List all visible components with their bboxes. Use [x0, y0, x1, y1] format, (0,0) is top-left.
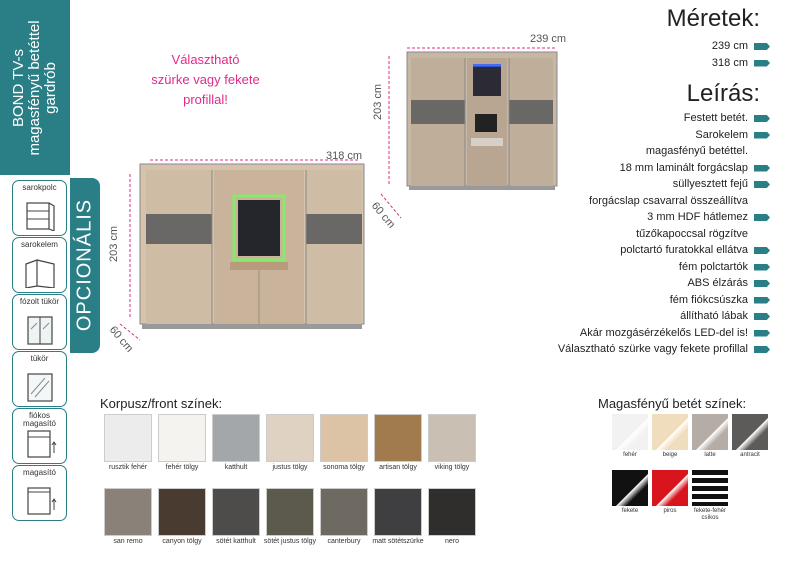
korpusz-swatch[interactable]	[316, 414, 372, 472]
product-title-line: magasfényű betéttel	[26, 20, 43, 156]
option-card	[12, 408, 67, 464]
swatch-color	[692, 414, 728, 450]
swatch-color	[158, 414, 206, 462]
swatch-label: justus tölgy	[272, 464, 308, 471]
option-card	[12, 237, 67, 293]
korpusz-swatch[interactable]	[100, 414, 156, 472]
swatch-label: antracit	[740, 452, 760, 458]
korpusz-swatch[interactable]	[370, 488, 426, 546]
option-label: sarokelem	[21, 240, 58, 249]
swatch-color	[612, 470, 648, 506]
swatch-label: fehér	[623, 452, 637, 458]
swatch-label: fekete-fehér csíkos	[693, 508, 727, 521]
product-title-line: gardrób	[42, 62, 59, 114]
option-label: magasító	[23, 468, 56, 477]
note-line: profillal!	[183, 92, 228, 107]
arrow-icon	[754, 297, 770, 304]
big-height-label: 203 cm	[108, 225, 120, 262]
description-list	[410, 110, 770, 358]
gloss-swatch[interactable]	[610, 470, 650, 515]
gloss-swatch[interactable]	[650, 414, 690, 459]
description-heading: Leírás:	[686, 80, 760, 107]
option-card	[12, 351, 67, 407]
swatch-label: latte	[704, 452, 716, 458]
swatch-color	[212, 414, 260, 462]
swatch-label: viking tölgy	[434, 464, 470, 471]
description-item: fém polctartók	[410, 259, 770, 276]
arrow-icon	[754, 330, 770, 337]
swatch-color	[158, 488, 206, 536]
frosted-mirror-icon	[23, 315, 57, 345]
korpusz-swatch[interactable]	[316, 488, 372, 546]
product-title-banner	[0, 0, 70, 175]
description-item: Választható szürke vagy fekete profillal	[410, 341, 770, 358]
option-label: fózolt tükör	[19, 297, 60, 306]
swatch-color	[212, 488, 260, 536]
swatch-color	[612, 414, 648, 450]
gloss-swatch[interactable]	[690, 414, 730, 459]
description-item: süllyesztett fejű	[410, 176, 770, 193]
arrow-icon	[754, 313, 770, 320]
small-depth-label: 60 cm	[368, 200, 398, 231]
option-label: sarokpolc	[22, 183, 57, 192]
dimensions-list	[410, 38, 770, 71]
swatch-label: piros	[663, 508, 677, 514]
swatch-label: canterbury	[327, 538, 361, 545]
arrow-icon	[754, 60, 770, 67]
korpusz-swatch[interactable]	[208, 488, 264, 546]
dimensions-heading: Méretek:	[666, 5, 760, 32]
drawer-extension-icon	[23, 429, 57, 459]
korpusz-swatch[interactable]	[154, 414, 210, 472]
option-card	[12, 180, 67, 236]
dimension-item: 318 cm	[410, 55, 770, 72]
arrow-icon	[754, 346, 770, 353]
korpusz-swatch[interactable]	[262, 488, 318, 546]
extension-icon	[23, 486, 57, 516]
korpusz-swatch[interactable]	[370, 414, 426, 472]
swatch-label: fehér tölgy	[165, 464, 199, 471]
korpusz-swatch[interactable]	[208, 414, 264, 472]
description-item: magasfényű betéttel.	[645, 145, 748, 157]
swatch-color	[374, 414, 422, 462]
swatch-label: sötét katthult	[216, 538, 256, 545]
description-item: polctartó furatokkal ellátva	[410, 242, 770, 259]
description-item: 3 mm HDF hátlemez	[410, 209, 770, 226]
korpusz-swatch[interactable]	[424, 488, 480, 546]
description-item: állítható lábak	[410, 308, 770, 325]
swatch-color	[692, 470, 728, 506]
swatch-label: san remo	[113, 538, 143, 545]
swatch-color	[320, 414, 368, 462]
arrow-icon	[754, 280, 770, 287]
big-width-label: 318 cm	[326, 150, 363, 162]
swatch-label: sötét justus tölgy	[263, 538, 317, 545]
swatch-color	[428, 488, 476, 536]
swatch-color	[374, 488, 422, 536]
mirror-icon	[23, 372, 57, 402]
description-item: fém fiókcsúszka	[410, 292, 770, 309]
description-item: 18 mm laminált forgácslap	[410, 160, 770, 177]
korpusz-heading: Korpusz/front színek:	[100, 396, 223, 411]
product-title-line: BOND TV-s	[10, 48, 27, 128]
korpusz-swatch[interactable]	[424, 414, 480, 472]
corner-element-icon	[23, 258, 57, 288]
note-line: Választható	[171, 52, 240, 67]
description-item: Akár mozgásérzékelős LED-del is!	[410, 325, 770, 342]
option-label: fiókos magasító	[23, 411, 56, 428]
option-label: tükör	[30, 354, 49, 363]
gloss-swatch[interactable]	[610, 414, 650, 459]
description-item: ABS élzárás	[410, 275, 770, 292]
swatch-color	[104, 488, 152, 536]
swatch-label: matt sötétszürke	[372, 538, 424, 545]
description-item: tűzőkapoccsal rögzítve	[636, 227, 748, 240]
swatch-label: rusztik fehér	[108, 464, 148, 471]
swatch-color	[428, 414, 476, 462]
korpusz-swatch[interactable]	[154, 488, 210, 546]
swatch-label: canyon tölgy	[162, 538, 202, 545]
swatch-label: nero	[444, 538, 459, 545]
gloss-heading: Magasfényű betét színek:	[598, 396, 747, 411]
arrow-icon	[754, 43, 770, 50]
arrow-icon	[754, 264, 770, 271]
optional-title: OPCIONÁLIS	[73, 198, 96, 332]
option-card	[12, 294, 67, 350]
swatch-label: fekete	[621, 508, 639, 514]
dimension-item: 239 cm	[410, 38, 770, 55]
arrow-icon	[754, 214, 770, 221]
gloss-swatch[interactable]	[650, 470, 690, 515]
arrow-icon	[754, 132, 770, 139]
gloss-swatch[interactable]	[730, 414, 770, 459]
swatch-color	[652, 470, 688, 506]
small-width-label: 239 cm	[530, 33, 567, 45]
small-height-label: 203 cm	[372, 83, 384, 120]
option-card	[12, 465, 67, 521]
swatch-color	[652, 414, 688, 450]
swatch-label: artisan tölgy	[379, 464, 417, 471]
arrow-icon	[754, 247, 770, 254]
swatch-color	[266, 414, 314, 462]
note-line: szürke vagy fekete	[151, 72, 260, 87]
arrow-icon	[754, 165, 770, 172]
swatch-color	[104, 414, 152, 462]
swatch-label: katthult	[224, 464, 248, 471]
swatch-label: beige	[662, 452, 678, 458]
gloss-swatch[interactable]	[690, 470, 730, 522]
korpusz-swatch[interactable]	[262, 414, 318, 472]
swatch-color	[320, 488, 368, 536]
swatch-label: sonoma tölgy	[323, 464, 365, 471]
arrow-icon	[754, 115, 770, 122]
swatch-color	[732, 414, 768, 450]
arrow-icon	[754, 181, 770, 188]
corner-shelf-icon	[23, 201, 57, 231]
description-item: Sarokelem	[410, 127, 770, 144]
swatch-color	[266, 488, 314, 536]
korpusz-swatch[interactable]	[100, 488, 156, 546]
description-item: forgácslap csavarral összeállítva	[589, 194, 748, 207]
description-item: Festett betét.	[410, 110, 770, 127]
wardrobe-large-illustration	[110, 150, 370, 350]
profile-note	[128, 50, 283, 110]
big-depth-label: 60 cm	[106, 324, 136, 355]
